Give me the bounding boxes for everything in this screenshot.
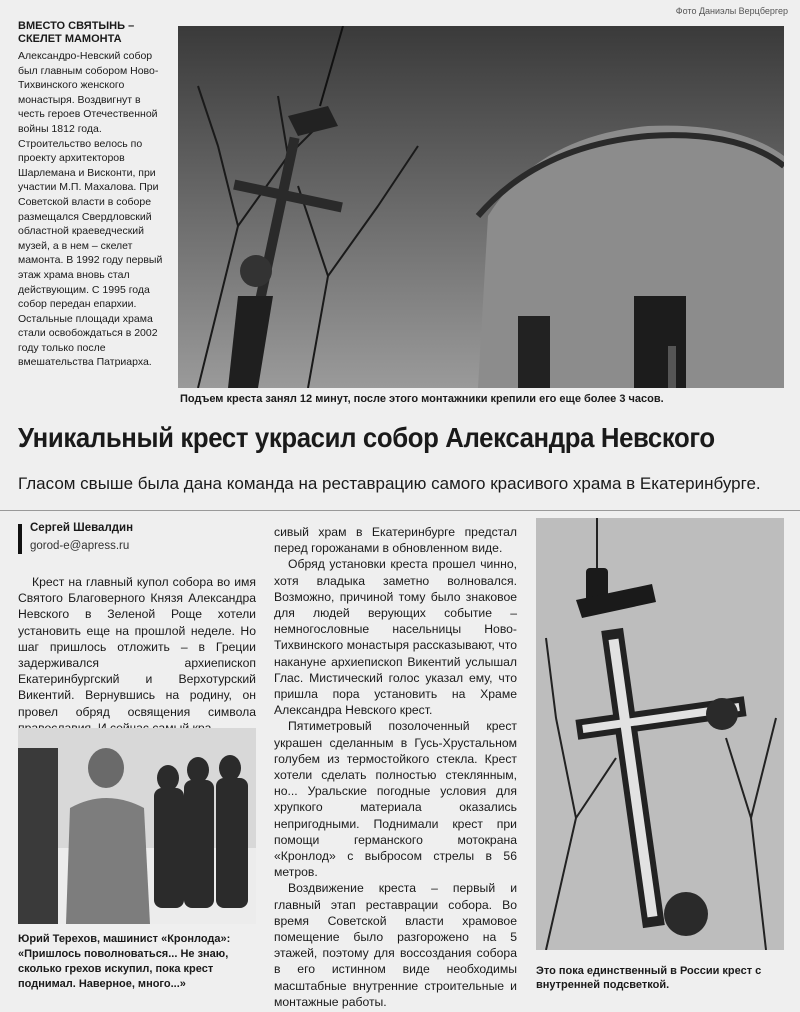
sidebar-box xyxy=(18,20,170,370)
column-1 xyxy=(18,574,256,736)
people-photo xyxy=(18,728,256,924)
section-divider xyxy=(0,510,800,511)
column-2-para-4: Воздвижение креста – первый и главный этап реставрации собора. Во время Советской власти храмовое помещение было разгорожено на 5 этажей, поэтому для воссоздания собора в его истинном виде необходимы масштабные внутренние строительные и монтажные работы. xyxy=(274,881,517,1009)
column-2-para-3: Пятиметровый позолоченный крест украшен сделанным в Гусь-Хрустальном голубем из термостойкого стекла. Крест хотели сделать полностью стеклянным, но... Уральские погодные условия для хрупкого материала оказались непригодными. Поднимали крест при помощи германского мотокрана «Кронлод» с выбросом стрелы в 56 метров. xyxy=(274,719,517,880)
right-photo-caption: Это пока единственный в России крест с внутренней подсветкой. xyxy=(536,965,762,991)
right-photo xyxy=(536,518,784,950)
column-2-para-1: сивый храм в Екатеринбурге предстал перед горожанами в обновленном виде. xyxy=(274,525,517,556)
column-1-text: Крест на главный купол собора во имя Святого Благоверного Князя Александра Невского в Зеленой Роще хотели установить еще на прошлой неделе. Но шаг пришлось отложить – в Греции задерживался архиепископ Екатеринбургский и Верхотурский Викентий. Вернувшись на родину, он провел обряд освящения символа xyxy=(18,575,256,719)
author-name: Сергей Шевалдин xyxy=(30,522,134,534)
photo-credit: Фото Даниэлы Верцбергер xyxy=(675,6,788,16)
lead-paragraph: Гласом свыше была дана команда на реставрацию самого красивого храма в Екатеринбурге. xyxy=(18,474,761,493)
headline: Уникальный крест украсил собор Александра Невского xyxy=(18,422,715,453)
nuns-group xyxy=(154,755,248,908)
top-photo-caption: Подъем креста занял 12 минут, после этого монтажники крепили его еще более 3 часов. xyxy=(180,393,664,405)
top-photo xyxy=(178,26,784,388)
people-photo-caption: Юрий Терехов, машинист «Кронлода»: «Пришлось поволноваться... Не знаю, сколько грехов искупил, пока крест поднимал. Наверное, много...» xyxy=(18,933,231,990)
author-email: gorod-e@apress.ru xyxy=(30,540,130,552)
sidebar-heading: ВМЕСТО СВЯТЫНЬ – СКЕЛЕТ МАМОНТА xyxy=(18,20,135,45)
column-2 xyxy=(274,524,517,1010)
author-marker xyxy=(18,524,22,554)
column-2-para-2: Обряд установки креста прошел чинно, хотя владыка заметно волновался. Возможно, причиной тому было знаковое для людей верующих событие – немногословные насельницы Ново-Тихвинского монастыря рассказывают, что накануне архиепископ Викентий услышал Глас. Мистический голос указал ему, что пришла пора установить на Храме Александра Невского крест. xyxy=(274,557,517,718)
sidebar-text: Александро-Невский собор был главным собором Ново-Тихвинского женского монастыря. Воздвигнут в честь героев Отечественной войны 1812 года. Строительство велось по проекту архитекторов Шарлемана и Висконти, при участии М.П. Махалова. При Советской власти в соборе размещался Свердловский областной краеведческий музей, а в нем – скелет мамонта. В 1992 году первый этаж храма вновь стал действующим. С 1995 года собор передан епархии. Остальные площади храма стали освобождаться в 2002 году только после вмешательства Патриарха. xyxy=(18,50,163,369)
